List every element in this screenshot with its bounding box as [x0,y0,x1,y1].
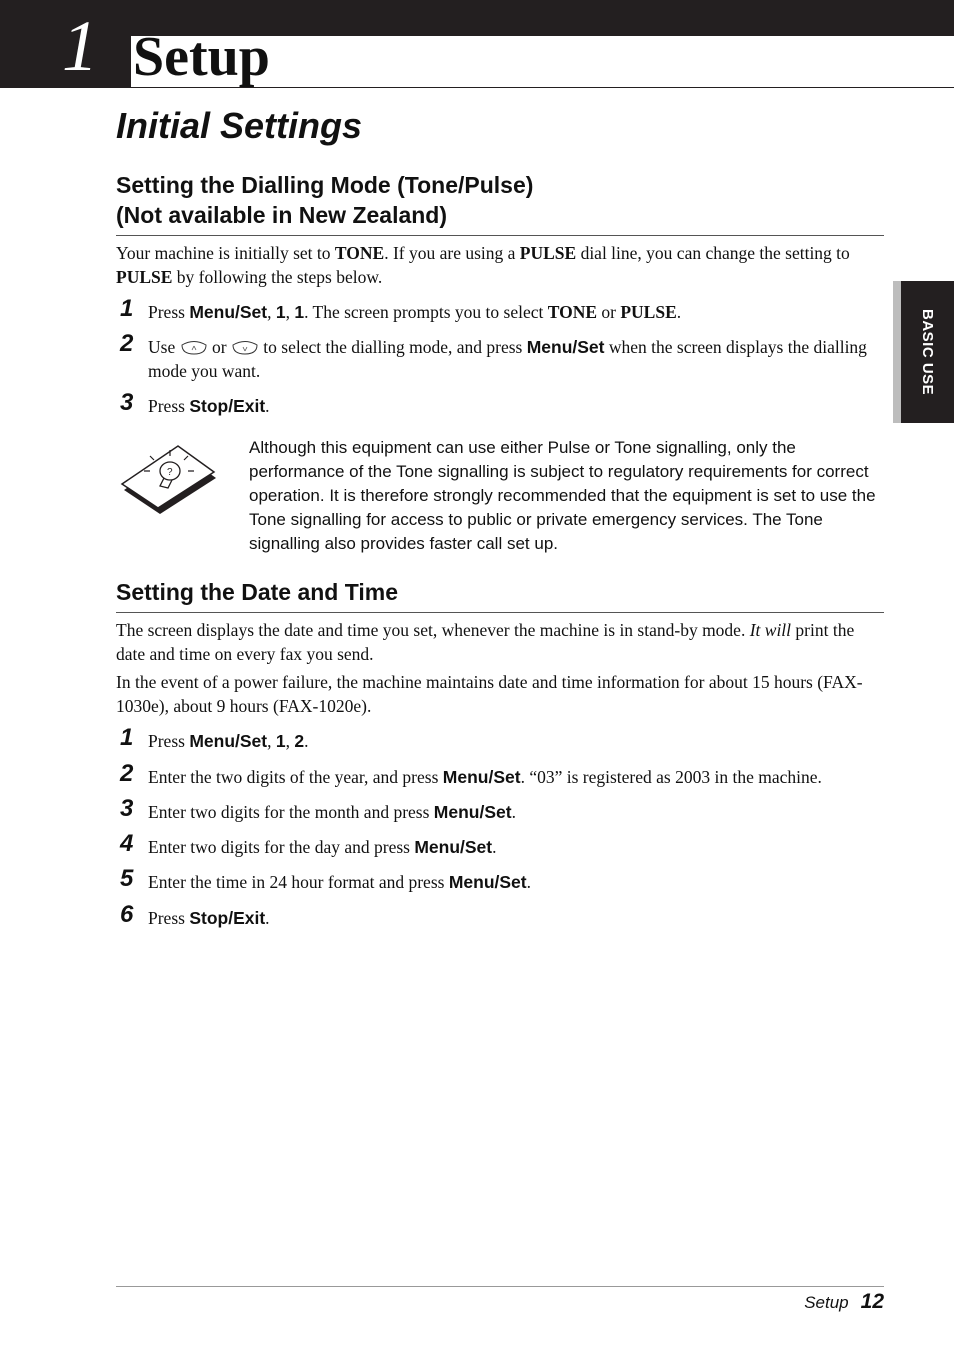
pulse-term: PULSE [519,243,577,263]
chapter-number: 1 [62,6,98,86]
side-tab-shadow [893,281,901,423]
chapter-title: Setup [133,26,270,88]
dialling-title-line1: Setting the Dialling Mode (Tone/Pulse) [116,172,534,198]
footer-rule [116,1286,884,1287]
pulse-term: PULSE [116,267,173,287]
note-text: Although this equipment can use either Pulse or Tone signalling, only the performance of the Tone signalling is subject to regulatory requirements for correct operation. It is therefore strongly recommended that the equipment is set to use the Tone signalling for access to public or private emergency services. The Tone signalling also provides faster call set up. [249,438,876,553]
step-text: Press Menu/Set, 1, 1. The screen prompts you to select TONE or PULSE. [148,302,682,322]
section-rule [116,235,884,236]
section-rule [116,612,884,613]
step-text: Press Stop/Exit. [148,396,270,416]
step-number: 3 [120,389,134,416]
datetime-title: Setting the Date and Time [116,579,399,605]
step-number: 2 [120,330,134,357]
step-text: Use or to select the dialling mode, and press Menu/Set when the screen displays the dialling mode you want. [148,337,867,381]
side-tab-label: BASIC USE [919,308,936,396]
step-number: 1 [120,295,134,322]
page-heading: Initial Settings [116,105,363,146]
svg-text:?: ? [167,467,173,478]
up-arrow-key-icon [180,340,208,356]
chapter-number-block [0,0,129,88]
step-text: Enter two digits for the month and press Menu/Set. [148,802,516,822]
step-text: Enter the time in 24 hour format and press Menu/Set. [148,872,531,892]
step-text: Enter two digits for the day and press Menu/Set. [148,837,497,857]
step-text: Press Stop/Exit. [148,908,270,928]
footer-section: Setup [804,1293,849,1312]
side-tab-label-wrap [901,281,954,423]
tone-term: TONE [334,243,385,263]
page-number: 12 [860,1290,884,1313]
step-number: 4 [120,830,134,857]
text: . If you are using a [384,243,520,263]
datetime-para-2: In the event of a power failure, the machine maintains date and time information for about 15 hours (FAX-1030e), about 9 hours (FAX-1020e). [116,672,863,716]
step-text: Press Menu/Set, 1, 2. [148,731,309,751]
page-footer [804,1290,884,1314]
text: Your machine is initially set to [116,243,335,263]
step-number: 5 [120,865,134,892]
step-number: 2 [120,760,134,787]
dialling-intro [116,241,886,289]
lightbulb-note-icon [120,438,220,514]
step-text: Enter the two digits of the year, and press Menu/Set. “03” is registered as 2003 in the machine. [148,767,822,787]
step-number: 6 [120,901,134,928]
datetime-para-1: The screen displays the date and time you set, whenever the machine is in stand-by mode. It will print the date and time on every fax you send. [116,620,855,664]
step-number: 1 [120,724,134,751]
text: by following the steps below. [172,267,383,287]
step-number: 3 [120,795,134,822]
text: dial line, you can change the setting to [576,243,850,263]
dialling-title-line2: (Not available in New Zealand) [116,202,448,228]
down-arrow-key-icon [231,340,259,356]
